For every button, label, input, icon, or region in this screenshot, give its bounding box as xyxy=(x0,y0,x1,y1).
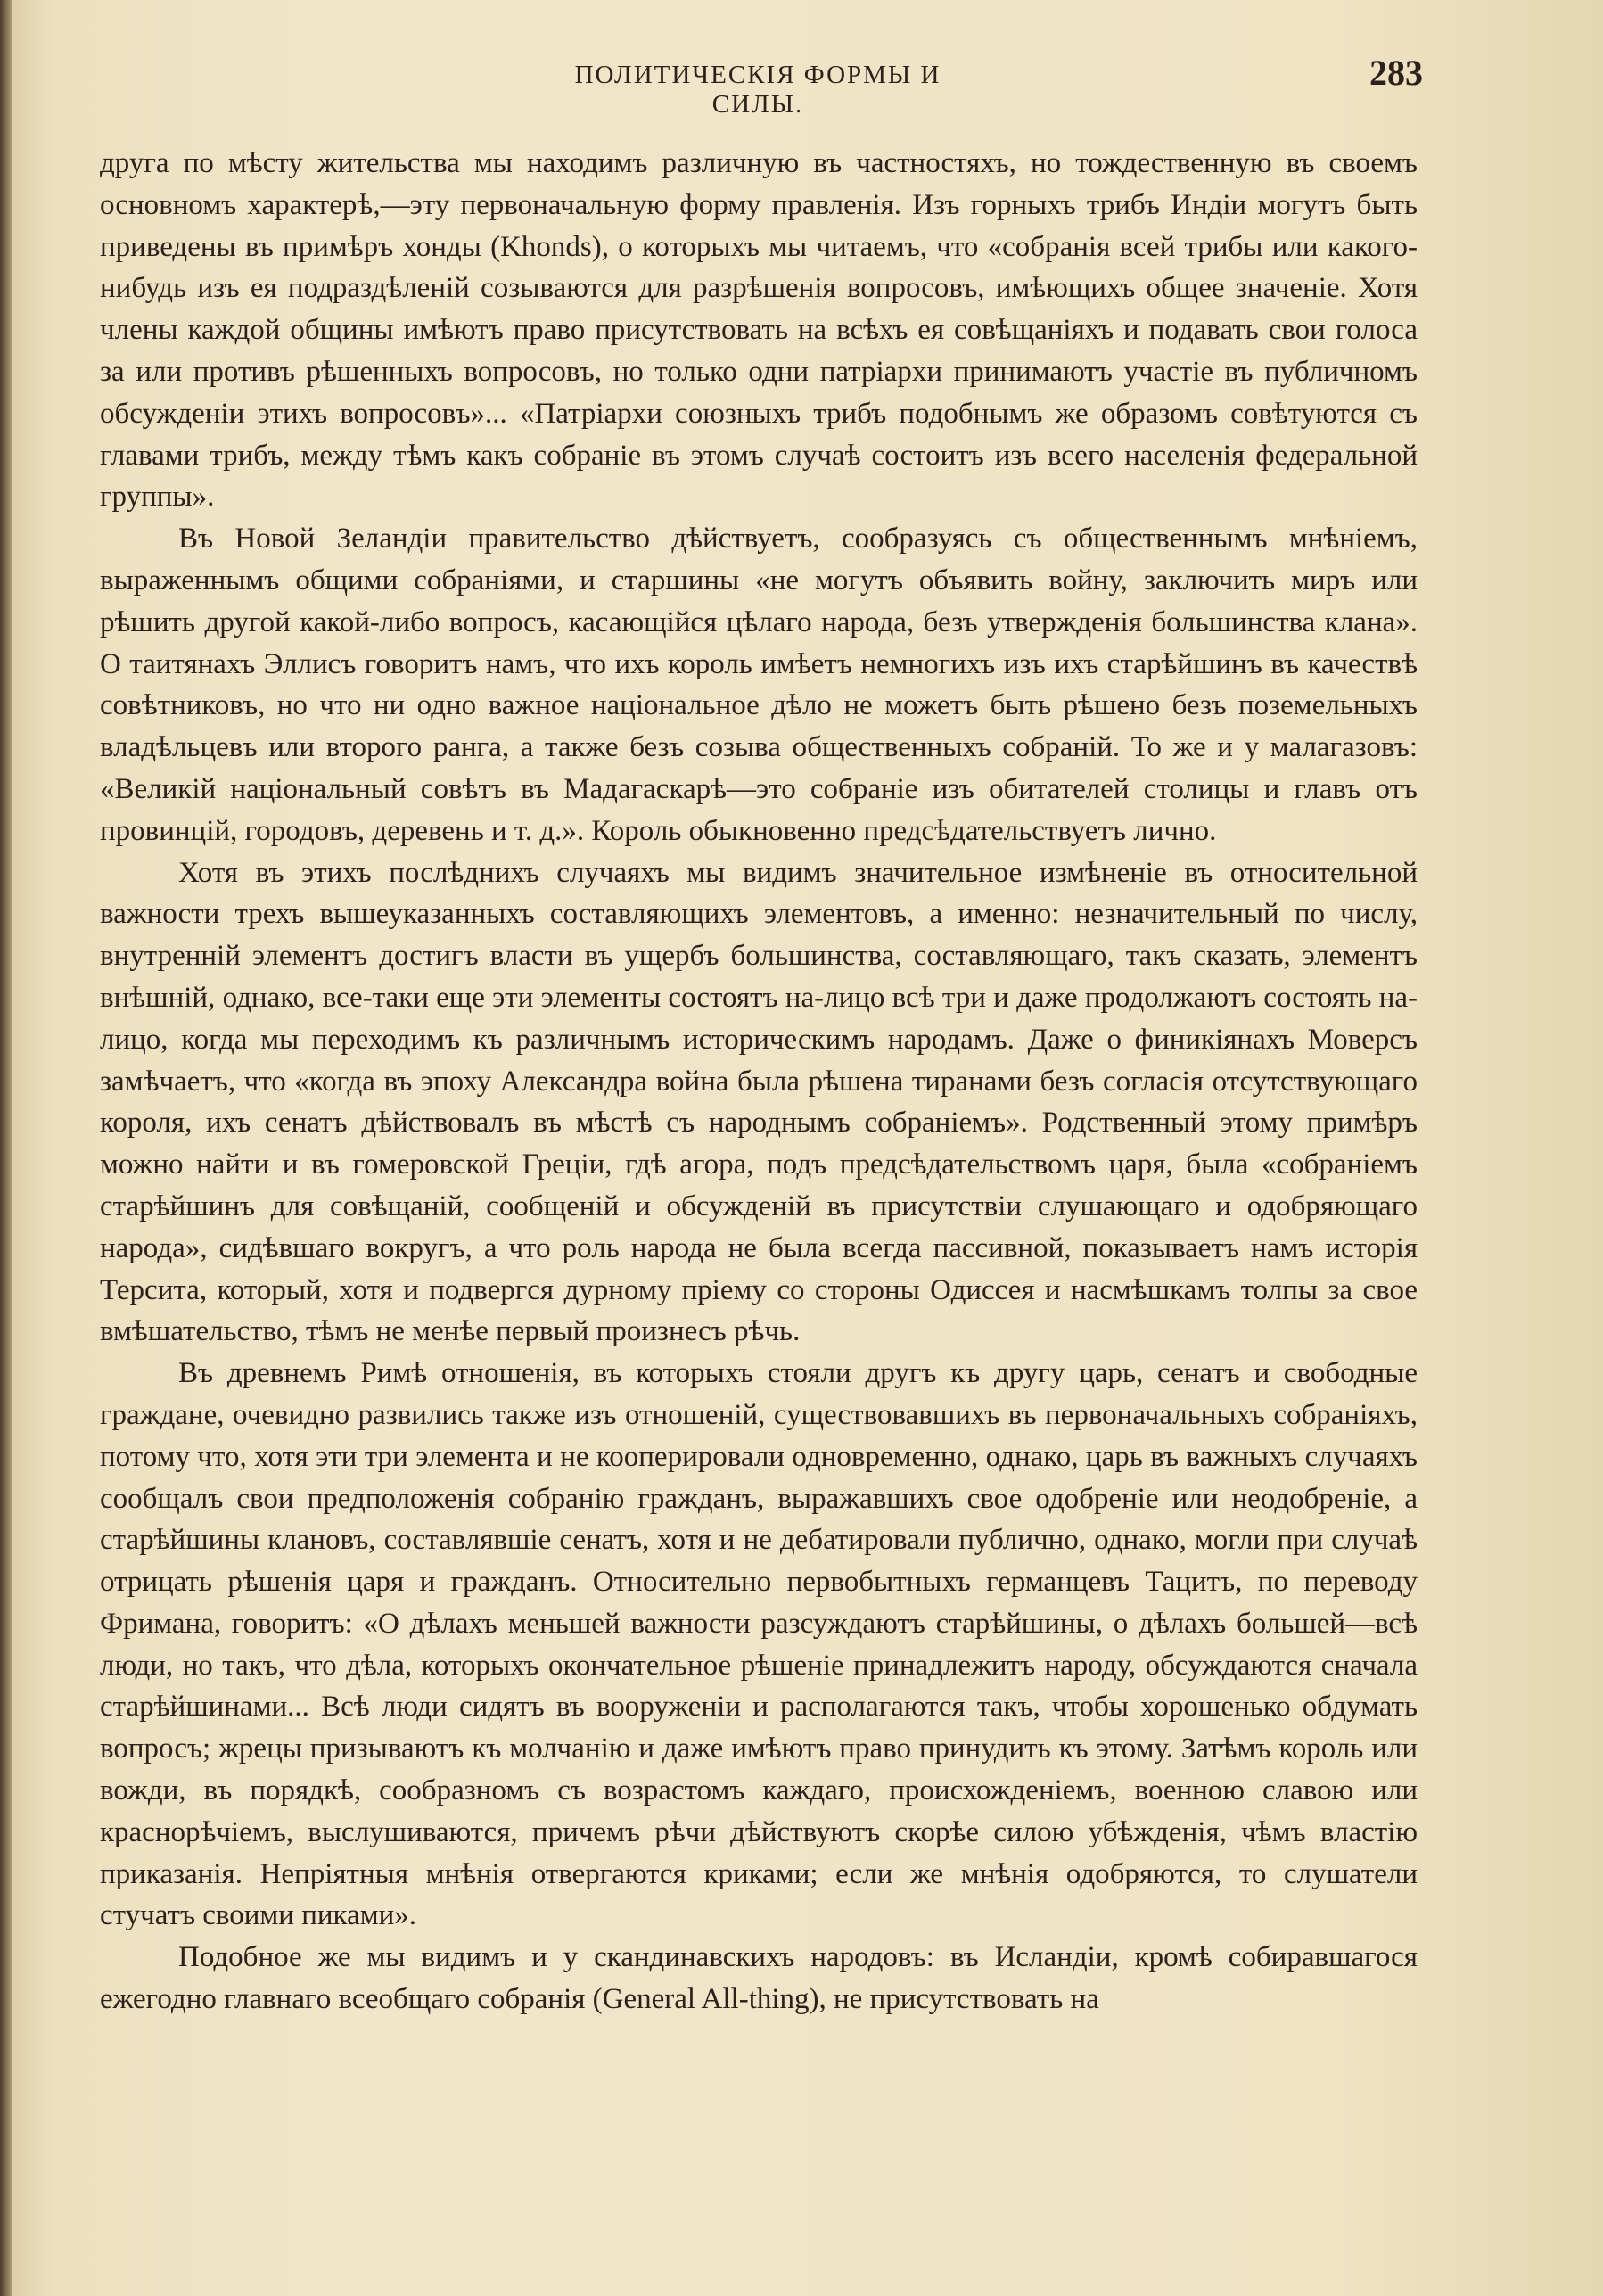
body-text xyxy=(100,143,1418,2020)
page-number: 283 xyxy=(1369,53,1423,93)
book-spine-shadow xyxy=(0,0,12,2296)
running-head: ПОЛИТИЧЕСКІЯ ФОРМЫ И СИЛЫ. xyxy=(574,61,941,119)
paragraph: Въ Новой Зеландіи правительство дѣйствуетъ, сообразуясь съ общественнымъ мнѣніемъ, выраженнымъ общими собраніями, и старшины «не могутъ объявить войну, заключить миръ или рѣшить другой какой-либо вопросъ, касающійся цѣлаго народа, безъ утвержденія большинства клана». О таитянахъ Эллисъ говоритъ намъ, что ихъ король имѣетъ немногихъ изъ ихъ старѣйшинъ въ качествѣ совѣтниковъ, но что ни одно важное національное дѣло не можетъ быть рѣшено безъ поземельныхъ владѣльцевъ или второго ранга, а также безъ созыва общественныхъ собраній. То же и у малагазовъ: «Великій національный совѣтъ въ Мадагаскарѣ—это собраніе изъ обитателей столицы и главъ отъ провинцій, городовъ, деревень и т. д.». Король обыкновенно предсѣдательствуетъ лично. xyxy=(100,523,1418,847)
paragraph: Хотя въ этихъ послѣднихъ случаяхъ мы видимъ значительное измѣненіе въ относительной важности трехъ вышеуказанныхъ составляющихъ элементовъ, а именно: незначительный по числу, внутренній элементъ достигъ власти въ ущербъ большинства, составляющаго, такъ сказать, элементъ внѣшній, однако, все-таки еще эти элементы состоятъ на-лицо всѣ три и даже продолжаютъ состоять на-лицо, когда мы переходимъ къ различнымъ историческимъ народамъ. Даже о финикіянахъ Моверсъ замѣчаетъ, что «когда въ эпоху Александра война была рѣшена тиранами безъ согласія отсутствующаго короля, ихъ сенатъ дѣйствовалъ въ мѣстѣ съ народнымъ собраніемъ». Родственный этому примѣръ можно найти и въ гомеровской Греціи, гдѣ агора, подъ предсѣдательствомъ царя, была «собраніемъ старѣйшинъ для совѣщаній, сообщеній и обсужденій въ присутствіи слушающаго и одобряющаго народа», сидѣвшаго вокругъ, а что роль народа не была всегда пассивной, показываетъ намъ исторія Терсита, который, хотя и подвергся дурному пріему со стороны Одиссея и насмѣшкамъ толпы за свое вмѣшательство, тѣмъ не менѣе первый произнесъ рѣчь. xyxy=(100,856,1418,1348)
paragraph: Подобное же мы видимъ и у скандинавскихъ народовъ: въ Исландіи, кромѣ собиравшагося ежегодно главнаго всеобщаго собранія (General All-thing), не присутствовать на xyxy=(100,1941,1418,2016)
paragraph: друга по мѣсту жительства мы находимъ различную въ частностяхъ, но тождественную въ своемъ основномъ характерѣ,—эту первоначальную форму правленія. Изъ горныхъ трибъ Индіи могутъ быть приведены въ примѣръ хонды (Khonds), о которыхъ мы читаемъ, что «собранія всей трибы или какого-нибудь изъ ея подраздѣленій созываются для разрѣшенія вопросовъ, имѣющихъ общее значеніе. Хотя члены каждой общины имѣютъ право присутствовать на всѣхъ ея совѣщаніяхъ и подавать свои голоса за или противъ рѣшенныхъ вопросовъ, но только одни патріархи принимаютъ участіе въ публичномъ обсужденіи этихъ вопросовъ»... «Патріархи союзныхъ трибъ подобнымъ же образомъ совѣтуются съ главами трибъ, между тѣмъ какъ собраніе въ этомъ случаѣ состоитъ изъ всего населенія федеральной группы». xyxy=(100,147,1418,514)
paragraph: Въ древнемъ Римѣ отношенія, въ которыхъ стояли другъ къ другу царь, сенатъ и свободные граждане, очевидно развились также изъ отношеній, существовавшихъ въ первоначальныхъ собраніяхъ, потому что, хотя эти три элемента и не кооперировали одновременно, однако, царь въ важныхъ случаяхъ сообщалъ свои предположенія собранію гражданъ, выражавшихъ свое одобреніе или неодобреніе, а старѣйшины клановъ, составлявшіе сенатъ, хотя и не дебатировали публично, однако, могли при случаѣ отрицать рѣшенія царя и гражданъ. Относительно первобытныхъ германцевъ Тацитъ, по переводу Фримана, говоритъ: «О дѣлахъ меньшей важности разсуждаютъ старѣйшины, о дѣлахъ большей—всѣ люди, но такъ, что дѣла, которыхъ окончательное рѣшеніе принадлежитъ народу, обсуждаются сначала старѣйшинами... Всѣ люди сидятъ въ вооруженіи и располагаются такъ, чтобы хорошенько обдумать вопросъ; жрецы призываютъ къ молчанію и даже имѣютъ право принудить къ этому. Затѣмъ король или вожди, въ порядкѣ, сообразномъ съ возрастомъ каждаго, происхожденіемъ, военною славою или краснорѣчіемъ, выслушиваются, причемъ рѣчи дѣйствуютъ скорѣе силою убѣжденія, чѣмъ властію приказанія. Непріятныя мнѣнія отвергаются криками; если же мнѣнія одобряются, то слушатели стучатъ своими пиками». xyxy=(100,1357,1418,1932)
